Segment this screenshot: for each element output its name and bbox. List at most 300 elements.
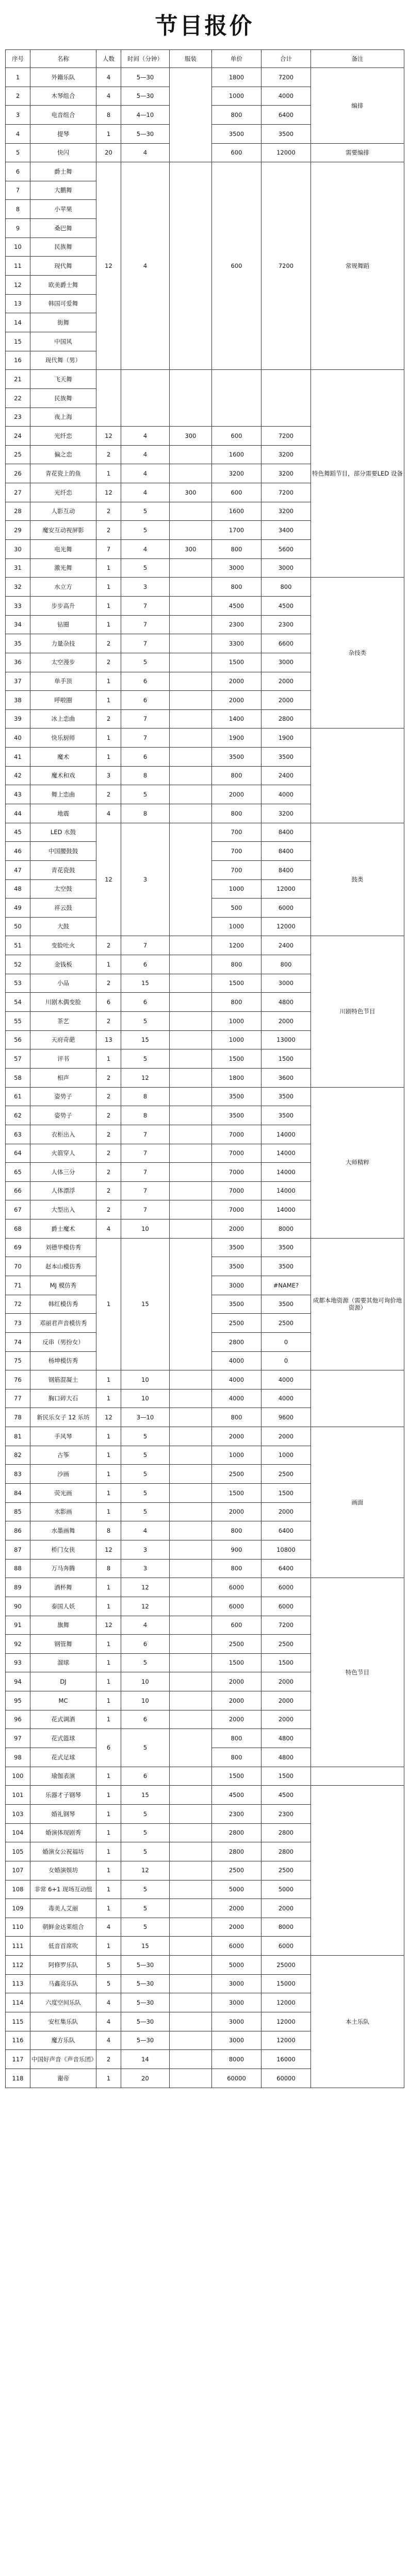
table-cell: 5 — [121, 521, 170, 540]
table-cell — [170, 1389, 212, 1408]
table-cell: 3300 — [212, 634, 261, 653]
table-cell: 相声 — [30, 1068, 96, 1087]
table-cell: 1 — [96, 1446, 121, 1465]
table-cell: 评书 — [30, 1049, 96, 1069]
table-cell: 桥门女侠 — [30, 1540, 96, 1559]
table-cell: 2000 — [212, 1918, 261, 1937]
table-cell — [170, 2031, 212, 2050]
table-cell: 116 — [6, 2031, 30, 2050]
table-cell: 3200 — [212, 464, 261, 483]
table-cell: 茶艺 — [30, 1012, 96, 1031]
table-cell: 8 — [96, 106, 121, 125]
table-cell: 1000 — [212, 1030, 261, 1049]
table-cell: 40 — [6, 728, 30, 748]
table-cell: 3 — [121, 1559, 170, 1578]
table-cell: 1 — [96, 615, 121, 634]
table-cell: 3500 — [212, 748, 261, 767]
table-cell: 本土乐队 — [311, 1956, 404, 2088]
table-cell: 1 — [96, 728, 121, 748]
table-cell: 大师精粹 — [311, 1087, 404, 1238]
table-row — [6, 370, 404, 389]
table-cell: 8 — [121, 766, 170, 785]
table-cell: 需要编排 — [311, 143, 404, 162]
table-cell — [170, 578, 212, 597]
table-cell: 1000 — [212, 917, 261, 936]
table-cell: 2800 — [212, 1823, 261, 1842]
table-cell: 水立方 — [30, 578, 96, 597]
table-row — [6, 1956, 404, 1975]
table-cell: 2 — [96, 634, 121, 653]
table-cell: 53 — [6, 974, 30, 993]
table-cell: 1 — [96, 1710, 121, 1729]
quote-table — [5, 49, 404, 2088]
table-cell: 6 — [121, 672, 170, 691]
table-cell — [170, 162, 212, 370]
table-cell: 川剧特色节目 — [311, 936, 404, 1087]
table-cell: 47 — [6, 860, 30, 879]
table-cell — [212, 370, 261, 427]
table-cell: 3—10 — [121, 1408, 170, 1427]
table-cell: 0 — [261, 1332, 311, 1351]
table-cell: 力量杂技 — [30, 634, 96, 653]
table-cell: 3500 — [212, 124, 261, 143]
table-cell: 37 — [6, 672, 30, 691]
table-cell — [170, 653, 212, 672]
table-row — [6, 1767, 404, 1786]
table-cell: 800 — [212, 1729, 261, 1748]
table-cell: 7 — [121, 1200, 170, 1219]
table-cell — [170, 1163, 212, 1182]
table-cell: 8 — [121, 1087, 170, 1106]
table-cell: 画面 — [311, 1427, 404, 1578]
table-row — [6, 1087, 404, 1106]
table-cell: 4 — [96, 68, 121, 87]
table-cell: 300 — [170, 427, 212, 446]
table-cell: 25 — [6, 445, 30, 464]
table-cell: 小苹果 — [30, 200, 96, 219]
table-cell: 5 — [96, 1956, 121, 1975]
table-cell — [170, 1068, 212, 1087]
table-cell: 10 — [121, 1672, 170, 1691]
table-cell: 4 — [121, 445, 170, 464]
table-cell: 2500 — [261, 1314, 311, 1333]
table-cell: 48 — [6, 879, 30, 899]
table-cell: 新民乐女子 12 乐坊 — [30, 1408, 96, 1427]
table-cell — [170, 1219, 212, 1239]
table-cell: 5—30 — [121, 87, 170, 106]
table-cell: 谢帝 — [30, 2069, 96, 2088]
table-cell: 钢管舞 — [30, 1635, 96, 1654]
table-cell: 14 — [6, 313, 30, 332]
table-cell: 2 — [96, 502, 121, 521]
table-cell: 3500 — [261, 1106, 311, 1125]
table-cell: 欧美爵士舞 — [30, 276, 96, 295]
table-cell: 4000 — [261, 1370, 311, 1389]
table-cell: 1900 — [261, 728, 311, 748]
table-cell: 5—30 — [121, 1993, 170, 2012]
table-cell: 2300 — [261, 615, 311, 634]
table-cell: 5 — [121, 502, 170, 521]
table-cell: 700 — [212, 842, 261, 861]
table-cell: 6000 — [212, 1597, 261, 1616]
table-row — [6, 823, 404, 842]
table-cell: 4 — [6, 124, 30, 143]
table-cell: 1500 — [261, 1767, 311, 1786]
table-cell: 1 — [96, 558, 121, 578]
table-cell: 6000 — [261, 899, 311, 918]
table-cell: 2000 — [212, 1219, 261, 1239]
table-cell: 2 — [96, 1144, 121, 1163]
table-cell: 1 — [96, 1937, 121, 1956]
table-cell: 93 — [6, 1653, 30, 1672]
table-cell: 5 — [121, 1804, 170, 1823]
table-cell: 300 — [170, 540, 212, 559]
table-cell: 5000 — [212, 1880, 261, 1899]
table-cell: 快乐厨师 — [30, 728, 96, 748]
table-cell: 2 — [96, 1087, 121, 1106]
table-cell: 8 — [121, 804, 170, 823]
table-cell: 96 — [6, 1710, 30, 1729]
table-cell: 2000 — [212, 672, 261, 691]
table-cell: 8000 — [261, 1918, 311, 1937]
table-cell: 5 — [121, 1842, 170, 1861]
table-cell: 婚演体现剧秀 — [30, 1823, 96, 1842]
table-cell: 81 — [6, 1427, 30, 1446]
table-cell — [170, 1880, 212, 1899]
table-cell: 电光舞 — [30, 540, 96, 559]
table-cell: 70 — [6, 1257, 30, 1276]
table-cell — [170, 1502, 212, 1521]
table-cell: 50 — [6, 917, 30, 936]
table-cell: 5 — [6, 143, 30, 162]
table-cell: 步步高升 — [30, 596, 96, 615]
table-cell: 6600 — [261, 634, 311, 653]
table-cell: 2 — [96, 2050, 121, 2069]
table-cell: 5 — [121, 1729, 170, 1767]
table-cell: 2300 — [261, 1804, 311, 1823]
table-cell: 冰上恋曲 — [30, 709, 96, 728]
table-cell: 花式篮球 — [30, 1729, 96, 1748]
table-cell: 94 — [6, 1672, 30, 1691]
table-cell: 800 — [212, 578, 261, 597]
table-cell: 2 — [96, 521, 121, 540]
table-cell: 10 — [121, 1370, 170, 1389]
table-cell: 3500 — [212, 1295, 261, 1314]
table-cell: 2500 — [212, 1635, 261, 1654]
table-cell: 火箭穿人 — [30, 1144, 96, 1163]
header-row — [6, 50, 404, 68]
table-cell — [170, 1484, 212, 1503]
table-cell: 43 — [6, 785, 30, 804]
table-cell: 20 — [96, 143, 121, 162]
table-cell: 26 — [6, 464, 30, 483]
table-row — [6, 68, 404, 87]
table-cell — [170, 1200, 212, 1219]
table-cell: 邓丽君声音模仿秀 — [30, 1314, 96, 1333]
table-cell: 3200 — [261, 502, 311, 521]
table-cell: 杨坤模仿秀 — [30, 1351, 96, 1370]
table-cell: 2 — [96, 445, 121, 464]
table-cell — [170, 1578, 212, 1597]
table-cell: 2 — [96, 1163, 121, 1182]
table-cell: 光纤恋 — [30, 427, 96, 446]
table-cell: 2500 — [212, 1465, 261, 1484]
table-cell: 4000 — [261, 87, 311, 106]
table-cell: 12 — [96, 162, 121, 370]
table-cell: 1 — [96, 1880, 121, 1899]
col-header-index: 序号 — [6, 50, 30, 68]
table-cell: 3400 — [261, 521, 311, 540]
table-cell: 万马奔腾 — [30, 1559, 96, 1578]
table-cell — [170, 68, 212, 162]
table-cell: 1500 — [212, 653, 261, 672]
table-cell: 反串（男扮女） — [30, 1332, 96, 1351]
table-cell: 2000 — [212, 1672, 261, 1691]
table-cell: 5 — [121, 1823, 170, 1842]
table-cell: 旗舞 — [30, 1616, 96, 1635]
table-cell: 1 — [96, 1804, 121, 1823]
table-cell: 4800 — [261, 1748, 311, 1767]
col-header-unit-price: 单价 — [212, 50, 261, 68]
table-cell — [170, 445, 212, 464]
table-cell: 5 — [121, 558, 170, 578]
table-cell: 12000 — [261, 2031, 311, 2050]
table-cell — [170, 1238, 212, 1370]
table-cell — [170, 370, 212, 427]
table-cell: 1 — [96, 2069, 121, 2088]
table-cell: 1 — [96, 672, 121, 691]
table-cell: 4000 — [212, 1351, 261, 1370]
table-cell: 58 — [6, 1068, 30, 1087]
table-cell: 3200 — [261, 804, 311, 823]
table-cell: 5 — [121, 1502, 170, 1521]
table-cell: 800 — [212, 1521, 261, 1540]
table-cell: 8400 — [261, 842, 311, 861]
table-cell: 56 — [6, 1030, 30, 1049]
table-cell: 1400 — [212, 709, 261, 728]
table-cell: 中国好声音《声音乐团》 — [30, 2050, 96, 2069]
table-cell: 7200 — [261, 68, 311, 87]
table-cell: 2000 — [212, 1502, 261, 1521]
col-header-costume: 服装 — [170, 50, 212, 68]
table-cell: 2000 — [261, 1710, 311, 1729]
table-cell: 3000 — [261, 974, 311, 993]
table-cell: 3 — [96, 766, 121, 785]
table-cell: 6 — [96, 993, 121, 1012]
table-cell: 21 — [6, 370, 30, 389]
table-cell: 1000 — [212, 1012, 261, 1031]
table-cell: 6 — [96, 1729, 121, 1767]
table-cell — [170, 1049, 212, 1069]
table-cell: 2000 — [212, 1710, 261, 1729]
table-cell: 常规舞蹈 — [311, 162, 404, 370]
table-cell: 24 — [6, 427, 30, 446]
table-cell: 钻圈 — [30, 615, 96, 634]
table-cell: 0 — [261, 1351, 311, 1370]
table-cell: 45 — [6, 823, 30, 842]
table-cell: 4 — [96, 1918, 121, 1937]
table-cell — [170, 691, 212, 710]
table-cell: 14000 — [261, 1181, 311, 1200]
table-cell: 3500 — [261, 1238, 311, 1257]
table-cell: 700 — [212, 823, 261, 842]
table-cell: 800 — [212, 1748, 261, 1767]
table-cell: 胸口碎大石 — [30, 1389, 96, 1408]
table-cell: 1 — [96, 1691, 121, 1710]
table-cell: 1 — [96, 748, 121, 767]
table-cell: 12 — [96, 1616, 121, 1635]
table-cell: 小品 — [30, 974, 96, 993]
table-cell: 安杠集乐队 — [30, 2012, 96, 2031]
table-cell: 8000 — [261, 1219, 311, 1239]
table-cell: 4 — [96, 1993, 121, 2012]
table-cell: 14000 — [261, 1163, 311, 1182]
table-cell: 1 — [96, 955, 121, 974]
table-cell: 1 — [6, 68, 30, 87]
table-cell: 7 — [121, 1125, 170, 1144]
table-cell: 5—30 — [121, 68, 170, 87]
table-cell: 水影画 — [30, 1502, 96, 1521]
table-cell: 111 — [6, 1937, 30, 1956]
table-cell — [170, 1899, 212, 1918]
table-cell: 6000 — [261, 1578, 311, 1597]
table-cell — [170, 464, 212, 483]
table-cell: 婚礼钢琴 — [30, 1804, 96, 1823]
table-cell: 3000 — [212, 2031, 261, 2050]
table-cell: 800 — [212, 993, 261, 1012]
table-cell: 人体三分 — [30, 1163, 96, 1182]
table-cell: 74 — [6, 1332, 30, 1351]
table-cell: 4500 — [261, 596, 311, 615]
table-cell: 3 — [121, 578, 170, 597]
table-cell: 6000 — [261, 1597, 311, 1616]
table-cell: 12 — [96, 823, 121, 936]
table-cell: 12 — [96, 427, 121, 446]
table-cell: 4800 — [261, 1729, 311, 1748]
table-cell: 5 — [121, 1012, 170, 1031]
table-cell: 2500 — [261, 1465, 311, 1484]
table-cell: 42 — [6, 766, 30, 785]
col-header-note: 备注 — [311, 50, 404, 68]
table-cell — [170, 1030, 212, 1049]
table-cell: 91 — [6, 1616, 30, 1635]
table-cell: 600 — [212, 1616, 261, 1635]
table-cell: 12 — [121, 1578, 170, 1597]
table-cell: 16 — [6, 351, 30, 370]
table-cell: 89 — [6, 1578, 30, 1597]
table-cell: 4 — [96, 804, 121, 823]
table-cell: 12 — [121, 1597, 170, 1616]
table-cell: 大型出入 — [30, 1200, 96, 1219]
table-cell: 低音首席吹 — [30, 1937, 96, 1956]
table-cell: 108 — [6, 1880, 30, 1899]
table-cell: 1 — [96, 1578, 121, 1597]
table-cell: 68 — [6, 1219, 30, 1239]
table-cell — [170, 1521, 212, 1540]
table-cell: 83 — [6, 1465, 30, 1484]
table-cell: 1000 — [261, 1446, 311, 1465]
table-cell: 2000 — [212, 1691, 261, 1710]
table-cell: 3000 — [212, 1974, 261, 1993]
table-cell: 青花瓷鼓 — [30, 860, 96, 879]
table-cell: 2500 — [212, 1861, 261, 1880]
table-cell: 5 — [121, 653, 170, 672]
table-cell: 6 — [121, 955, 170, 974]
table-row — [6, 728, 404, 748]
table-cell: 婚演女公祝福坊 — [30, 1842, 96, 1861]
table-cell: MJ 模仿秀 — [30, 1276, 96, 1295]
table-cell: 花式足球 — [30, 1748, 96, 1767]
table-cell: 祥云鼓 — [30, 899, 96, 918]
table-cell: 14 — [121, 2050, 170, 2069]
table-cell: 30 — [6, 540, 30, 559]
table-cell: 酒杯舞 — [30, 1578, 96, 1597]
table-cell: 52 — [6, 955, 30, 974]
table-cell: 6 — [121, 691, 170, 710]
table-cell: 1800 — [212, 1068, 261, 1087]
table-cell: 88 — [6, 1559, 30, 1578]
table-cell: 姿势子 — [30, 1087, 96, 1106]
table-cell: 4 — [121, 162, 170, 370]
table-cell — [311, 1370, 404, 1427]
table-cell — [170, 1956, 212, 1975]
table-row — [6, 1427, 404, 1446]
table-cell: 28 — [6, 502, 30, 521]
table-cell: 3200 — [261, 464, 311, 483]
table-cell: 4500 — [212, 596, 261, 615]
table-row — [6, 162, 404, 181]
table-cell: 1500 — [261, 1653, 311, 1672]
table-cell: 46 — [6, 842, 30, 861]
table-cell: 大鼓 — [30, 917, 96, 936]
table-cell: 14000 — [261, 1125, 311, 1144]
table-cell: 3500 — [261, 1295, 311, 1314]
table-cell — [170, 1427, 212, 1446]
table-cell: 3000 — [261, 558, 311, 578]
table-cell: 编排 — [311, 68, 404, 144]
table-cell: 75 — [6, 1351, 30, 1370]
table-cell: 6400 — [261, 106, 311, 125]
table-cell: 瑜伽表演 — [30, 1767, 96, 1786]
table-cell: 2 — [96, 1200, 121, 1219]
table-cell: 赵本山模仿秀 — [30, 1257, 96, 1276]
table-cell: 杂技类 — [311, 578, 404, 728]
table-row — [6, 1238, 404, 1257]
table-cell: 800 — [212, 955, 261, 974]
table-cell: 1500 — [261, 1484, 311, 1503]
table-cell: 4 — [121, 464, 170, 483]
table-cell: 韩红模仿秀 — [30, 1295, 96, 1314]
table-cell: 1 — [96, 1786, 121, 1805]
table-cell: 1 — [96, 1238, 121, 1370]
table-cell: 夜上海 — [30, 408, 96, 427]
table-cell: 2 — [96, 1106, 121, 1125]
table-cell: 800 — [212, 1408, 261, 1427]
table-cell: 7 — [121, 1181, 170, 1200]
table-cell: 10 — [121, 1389, 170, 1408]
table-cell: 15 — [121, 1238, 170, 1370]
table-cell — [261, 370, 311, 427]
table-cell: 3500 — [212, 1257, 261, 1276]
table-cell: 2 — [6, 87, 30, 106]
table-cell: 114 — [6, 1993, 30, 2012]
table-cell: 7 — [121, 634, 170, 653]
table-cell: 1600 — [212, 502, 261, 521]
table-cell: 爵士舞 — [30, 162, 96, 181]
table-cell: 115 — [6, 2012, 30, 2031]
table-cell: 800 — [261, 955, 311, 974]
table-cell — [170, 596, 212, 615]
